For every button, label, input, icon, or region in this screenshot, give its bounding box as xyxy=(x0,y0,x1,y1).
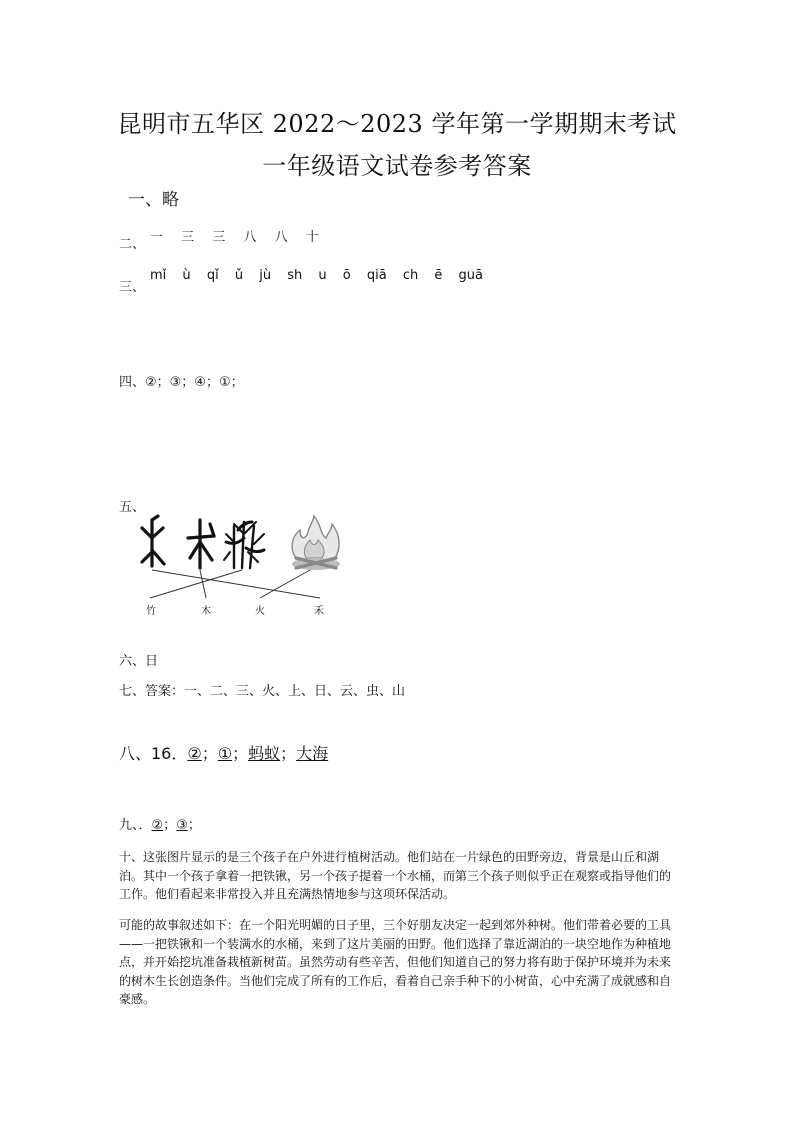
pinyin: qǐ xyxy=(206,268,219,283)
section-4-answer: 四、②；③；④；①； xyxy=(119,375,244,390)
answer-underlined: ② xyxy=(187,744,202,763)
separator: ； xyxy=(163,818,177,833)
answer-underlined: 大海 xyxy=(296,744,329,763)
answer-char: 一 xyxy=(150,230,165,245)
answer-prefix: 九、． xyxy=(119,818,152,833)
match-label-fire: 火 xyxy=(255,606,265,617)
answer-char: 十 xyxy=(305,230,320,245)
pinyin: qiā xyxy=(366,268,387,283)
answer-char: 三 xyxy=(181,230,196,245)
answer-underlined: ① xyxy=(217,744,233,763)
separator: ； xyxy=(280,744,297,763)
pinyin: ù xyxy=(182,268,191,283)
section-1-answer: 一、略 xyxy=(128,190,179,210)
pinyin: ō xyxy=(342,268,351,283)
section-8-answer xyxy=(119,741,328,764)
answer-char: 八 xyxy=(243,230,258,245)
answer-underlined: ② xyxy=(151,818,164,833)
separator: ； xyxy=(187,818,201,833)
answer-prefix: 八、16． xyxy=(119,744,188,763)
pinyin: sh xyxy=(287,268,303,283)
section-7-answer: 七、答案：一、二、三、火、上、日、云、虫、山 xyxy=(119,684,406,699)
match-label-grain: 禾 xyxy=(314,606,324,617)
section-10-paragraph-1: 十、这张图片显示的是三个孩子在户外进行植树活动。他们站在一片绿色的田野旁边，背景是山丘和湖泊。其中一个孩子拿着一把铁锹，另一个孩子提着一个水桶，而第三个孩子则似乎正在观察或指导他们的工作。他们看起来非常投入并且充满热情地参与这项环保活动。 xyxy=(119,850,672,901)
pinyin: mǐ xyxy=(150,268,167,283)
answer-underlined: ③ xyxy=(176,818,188,833)
section-9-answer xyxy=(119,814,201,833)
match-line xyxy=(152,570,320,598)
pinyin: ǔ xyxy=(234,268,244,283)
pinyin: guā xyxy=(458,268,483,283)
answer-char: 三 xyxy=(212,230,227,245)
match-label-bamboo: 竹 xyxy=(146,606,156,617)
match-line xyxy=(260,570,310,598)
ancient-mu-glyph-image xyxy=(188,520,214,568)
section-3-label: 三、 xyxy=(119,280,146,295)
campfire-picture xyxy=(292,516,340,570)
section-3-pinyin xyxy=(150,268,495,283)
matching-diagram xyxy=(130,512,360,616)
separator: ； xyxy=(201,744,218,763)
section-5-label: 五、 xyxy=(119,500,146,515)
separator: ； xyxy=(232,744,249,763)
ancient-he-glyph-image xyxy=(142,516,164,566)
pinyin: ē xyxy=(434,268,443,283)
pinyin: ch xyxy=(402,268,419,283)
match-label-wood: 木 xyxy=(201,606,211,617)
match-line xyxy=(200,570,206,598)
pinyin: jù xyxy=(259,268,272,283)
section-2-label: 二、 xyxy=(119,237,146,252)
document-title: 昆明市五华区 2022～2023 学年第一学期期末考试 xyxy=(117,110,677,138)
answer-underlined: 蚂蚁 xyxy=(248,744,281,763)
section-10-paragraph-2: 可能的故事叙述如下：在一个阳光明媚的日子里，三个好朋友决定一起到郊外种树。他们带着必要的工具——一把铁锹和一个装满水的水桶，来到了这片美丽的田野。他们选择了靠近湖泊的一块空地作为种植地点，并开始挖坑准备栽植新树苗。虽然劳动有些辛苦，但他们知道自己的努力将有助于保护环境并为未来的树木生长创造条件。当他们完成了所有的工作后，看着自己亲手种下的小树苗，心中充满了成就感和自豪感。 xyxy=(119,918,672,1006)
match-line xyxy=(150,570,242,598)
section-2-answers xyxy=(150,226,320,245)
pinyin: u xyxy=(318,268,327,283)
section-6-answer: 六、日 xyxy=(119,654,159,669)
document-subtitle: 一年级语文试卷参考答案 xyxy=(262,152,532,180)
bamboo-picture xyxy=(224,522,264,568)
answer-char: 八 xyxy=(274,230,289,245)
